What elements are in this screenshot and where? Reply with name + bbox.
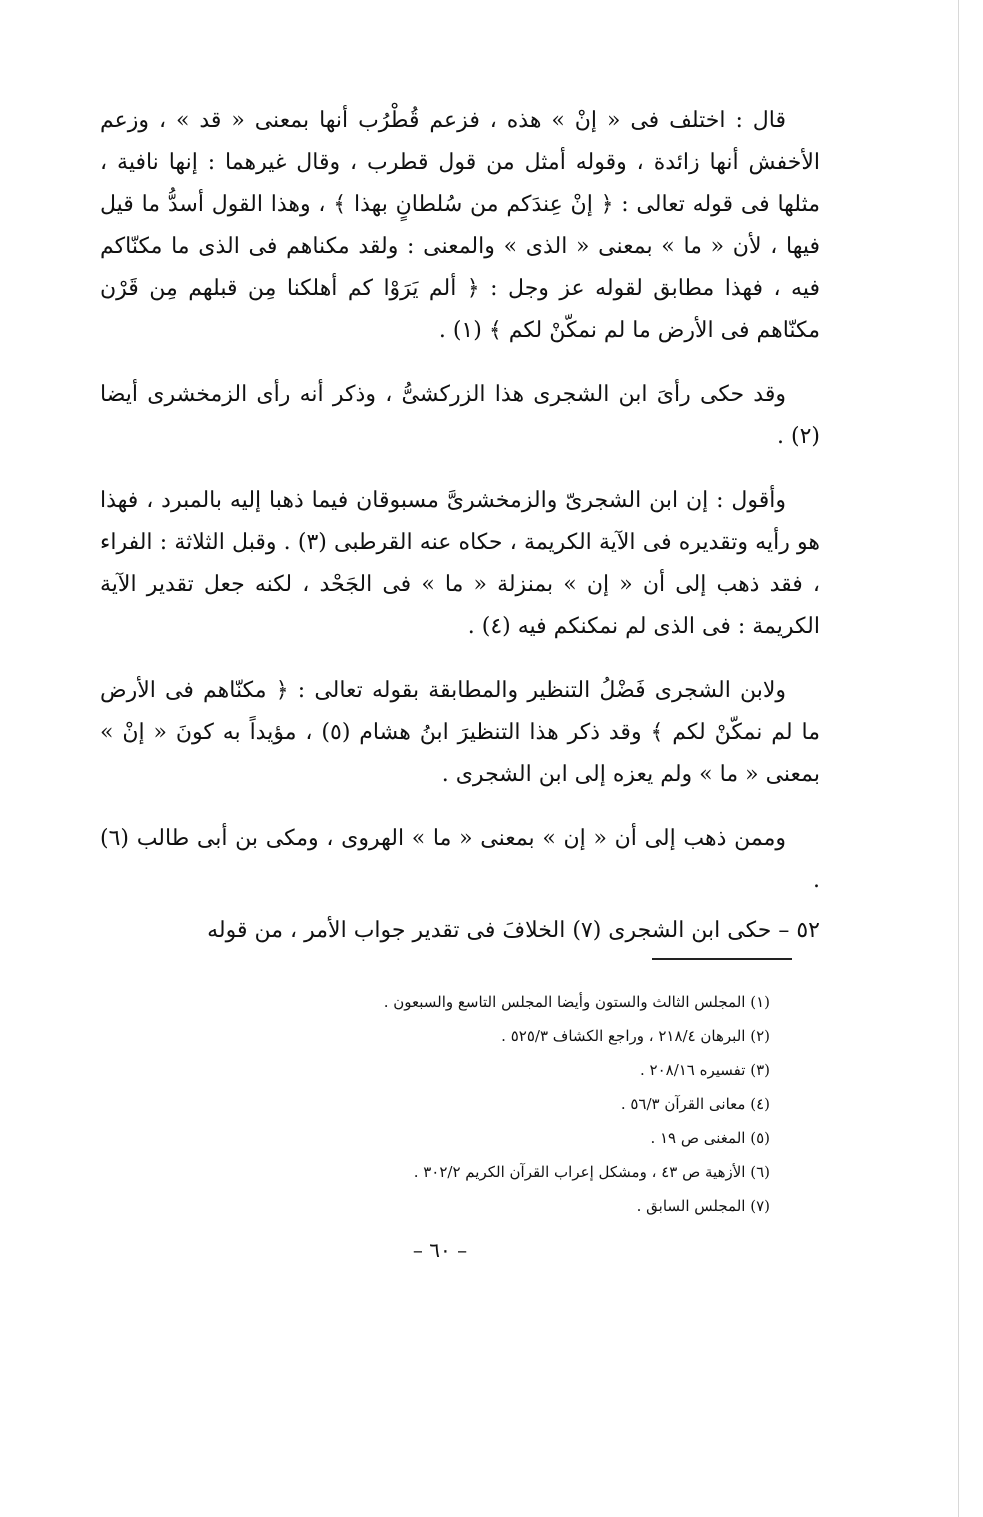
footnote-2: (٢) البرهان ٢١٨/٤ ، وراجع الكشاف ٥٢٥/٣ . bbox=[501, 1027, 770, 1045]
paragraph-3: وأقول : إن ابن الشجرىّ والزمخشرىَّ مسبوقان فيما ذهبا إليه بالمبرد ، فهذا هو رأيه وتقديره فى الآية الكريمة ، حكاه عنه القرطبى (٣) . وقبل الثلاثة : الفراء ، فقد ذهب إلى أن « إن » بمنزلة « ما » فى الجَحْد ، لكنه جعل تقدير الآية الكريمة : فى الذى لم نمكنكم فيه (٤) . bbox=[100, 488, 820, 639]
paragraph-6: ٥٢ – حكى ابن الشجرى (٧) الخلافَ فى تقدير جواب الأمر ، من قوله bbox=[207, 918, 820, 943]
footnote-3: (٣) تفسيره ٢٠٨/١٦ . bbox=[639, 1061, 770, 1079]
footnote-separator bbox=[652, 958, 792, 960]
paragraph-4: ولابن الشجرى فَضْلُ التنظير والمطابقة بقوله تعالى : ﴿ مكنّاهم فى الأرض ما لم نمكّنْ لكم ﴾ وقد ذكر هذا التنظيرَ ابنُ هشام (٥) ، مؤيداً به كونَ « إنْ » بمعنى « ما » ولم يعزه إلى ابن الشجرى . bbox=[100, 678, 820, 787]
scan-edge-line bbox=[958, 0, 959, 1517]
footnote-7: (٧) المجلس السابق . bbox=[636, 1197, 770, 1215]
footnote-6: (٦) الأزهية ص ٤٣ ، ومشكل إعراب القرآن الكريم ٣٠٢/٢ . bbox=[413, 1163, 770, 1181]
paragraph-5: وممن ذهب إلى أن « إن » بمعنى « ما » الهروى ، ومكى بن أبى طالب (٦) . bbox=[100, 826, 820, 893]
footnote-1: (١) المجلس الثالث والستون وأيضا المجلس التاسع والسبعون . bbox=[383, 993, 770, 1011]
footnote-5: (٥) المغنى ص ١٩ . bbox=[650, 1129, 770, 1147]
paragraph-1: قال : اختلف فى « إنْ » هذه ، فزعم قُطْرُب أنها بمعنى « قد » ، وزعم الأخفش أنها زائدة ، وقوله أمثل من قول قطرب ، وقال غيرهما : إنها نافية ، مثلها فى قوله تعالى : ﴿ إنْ عِندَكم من سُلطانٍ بهذا ﴾ ، وهذا القول أسدُّ ما قيل فيها ، لأن « ما » بمعنى « الذى » والمعنى : ولقد مكناهم فى الذى ما مكنّاكم فيه ، فهذا مطابق لقوله عز وجل : ﴿ ألم يَرَوْا كم أهلكنا مِن قبلهم مِن قَرْن مكنّاهم فى الأرض ما لم نمكّنْ لكم ﴾ (١) . bbox=[100, 108, 820, 343]
paragraph-2: وقد حكى رأىَ ابن الشجرى هذا الزركشىُّ ، وذكر أنه رأى الزمخشرى أيضا (٢) . bbox=[100, 382, 820, 449]
footnote-4: (٤) معانى القرآن ٥٦/٣ . bbox=[620, 1095, 770, 1113]
main-text bbox=[100, 100, 820, 974]
page-number: – ٦٠ – bbox=[412, 1238, 468, 1262]
footnotes bbox=[300, 985, 770, 1223]
